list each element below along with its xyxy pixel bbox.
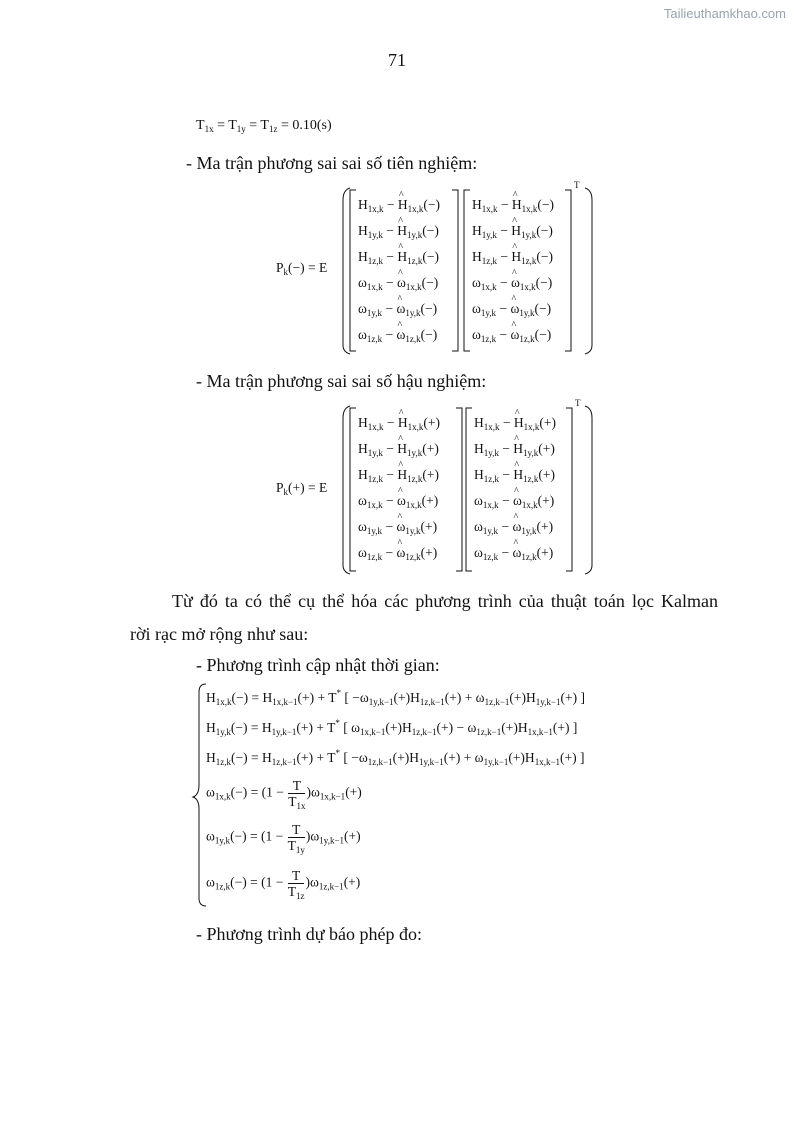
prior-covariance-lhs: $P_k(-) = E$: [276, 260, 328, 277]
page-number: 71: [388, 50, 406, 70]
heading-time-update: - Phương trình cập nhật thời gian:: [196, 655, 440, 675]
eq-w1z-update: $\omega_{1z,k}(-) = (1$ − $\frac{T}{T_{1z}}$ )$\omega_{1z,k-1}(+)$: [206, 868, 361, 901]
watermark: Tailieuthamkhao.com: [663, 6, 786, 21]
time-constants-equation: $T_{1x} = T_{1y} = T_{1z} = 0.10(s)$: [196, 118, 332, 134]
posterior-right-matrix: $H_{1x,k}$ − ^ $H_{1x,k}(+)$ $H_{1y,k}$ − ^ $H_{1y,k}(+)$ $H_{1z,k}$ − ^ $H_{1z,k}(+)$ $\omega_{1x,k}$ − ^ $\omega_{1x,k}(+)$ $\omega_{1y,k}$ − ^ $\omega_{1y,k}(+)$ $\omega_{1z,k}$ − ^ $\omega_{1z,k}(+)$: [474, 410, 556, 566]
paragraph-line-1: Từ đó ta có thể cụ thể hóa các phương trình của thuật toán lọc Kalman: [172, 591, 718, 611]
eq-h1y-update: $H_{1y,k}(-) = H_{1y,k-1}(+) + T^*$ [ $\omega_{1x,k-1}(+)H_{1z,k-1}(+) - \omega_{1z,k-1}(+)H_{1x,k-1}(+)$ ]: [206, 718, 578, 737]
heading-measurement-prediction: - Phương trình dự báo phép đo:: [196, 924, 423, 944]
eq-h1z-update: $H_{1z,k}(-) = H_{1z,k-1}(+) + T^*$ [ $-\omega_{1z,k-1}(+)H_{1y,k-1}(+) + \omega_{1y,k-1}(+)H_{1x,k-1}(+)$ ]: [206, 748, 585, 767]
prior-transpose: T: [574, 180, 580, 190]
eq-h1x-update: $H_{1x,k}(-) = H_{1x,k-1}(+) + T^*$ [ $-\omega_{1y,k-1}(+)H_{1z,k-1}(+) + \omega_{1z,k-1}(+)H_{1y,k-1}(+)$ ]: [206, 688, 585, 707]
posterior-transpose: T: [575, 398, 581, 408]
posterior-left-matrix: $H_{1x,k}$ − ^ $H_{1x,k}(+)$ $H_{1y,k}$ − ^ $H_{1y,k}(+)$ $H_{1z,k}$ − ^ $H_{1z,k}(+)$ $\omega_{1x,k}$ − ^ $\omega_{1x,k}(+)$ $\omega_{1y,k}$ − ^ $\omega_{1y,k}(+)$ $\omega_{1z,k}$ − ^ $\omega_{1z,k}(+)$: [358, 410, 440, 566]
heading-posterior-covariance: - Ma trận phương sai sai số hậu nghiệm:: [196, 371, 487, 391]
eq-w1y-update: $\omega_{1y,k}(-) = (1$ − $\frac{T}{T_{1y}}$ )$\omega_{1y,k-1}(+)$: [206, 822, 361, 855]
prior-left-matrix: $H_{1x,k}$ − ^ $H_{1x,k}(-)$ $H_{1y,k}$ − ^ $H_{1y,k}(-)$ $H_{1z,k}$ − ^ $H_{1z,k}(-)$ $\omega_{1x,k}$ − ^ $\omega_{1x,k}(-)$ $\omega_{1y,k}$ − ^ $\omega_{1y,k}(-)$ $\omega_{1z,k}$ − ^ $\omega_{1z,k}(-)$: [358, 192, 440, 348]
paragraph-line-2: rời rạc mở rộng như sau:: [130, 624, 309, 644]
eq-w1x-update: $\omega_{1x,k}(-) = (1$ − $\frac{T}{T_{1x}}$ )$\omega_{1x,k-1}(+)$: [206, 778, 362, 811]
heading-prior-covariance: - Ma trận phương sai sai số tiên nghiệm:: [186, 153, 478, 173]
posterior-covariance-lhs: $P_k(+) = E$: [276, 480, 328, 497]
prior-right-matrix: $H_{1x,k}$ − ^ $H_{1x,k}(-)$ $H_{1y,k}$ − ^ $H_{1y,k}(-)$ $H_{1z,k}$ − ^ $H_{1z,k}(-)$ $\omega_{1x,k}$ − ^ $\omega_{1x,k}(-)$ $\omega_{1y,k}$ − ^ $\omega_{1y,k}(-)$ $\omega_{1z,k}$ − ^ $\omega_{1z,k}(-)$: [472, 192, 554, 348]
